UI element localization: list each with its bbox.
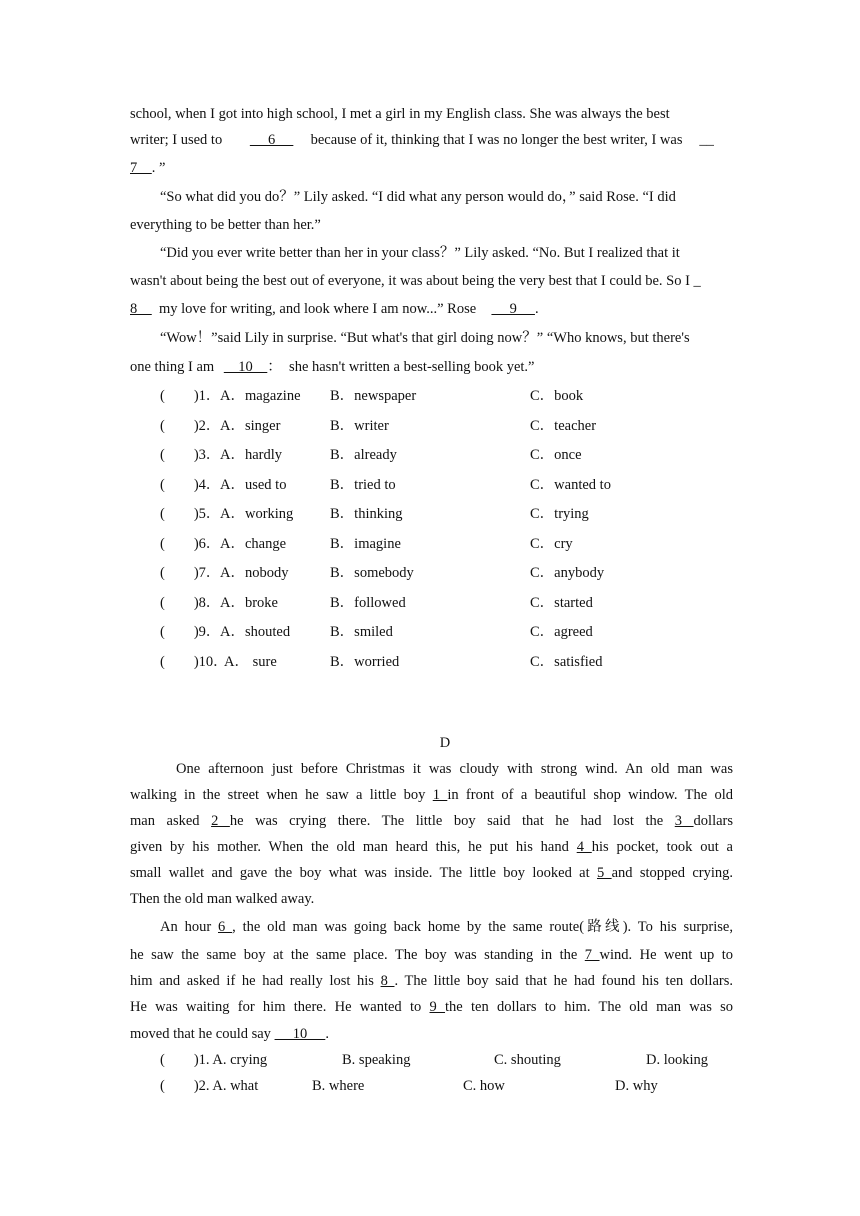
text: one thing I am xyxy=(130,359,218,375)
question-number: ( )9． xyxy=(160,624,221,640)
option-b[interactable]: B．imagine xyxy=(330,536,401,552)
question-row xyxy=(160,563,720,583)
text: man asked xyxy=(130,813,212,829)
option-c[interactable]: C．teacher xyxy=(530,418,597,434)
text: “Did you ever write better than her in your class？” Lily asked. “No. But I realized that it xyxy=(160,245,680,261)
question-row xyxy=(160,622,720,642)
option-d[interactable]: D. looking xyxy=(646,1052,709,1068)
text: dollars xyxy=(693,813,734,829)
option-c[interactable]: C．cry xyxy=(530,536,573,552)
blank-6[interactable]: 6 xyxy=(249,132,294,148)
question-row xyxy=(160,534,720,554)
option-c[interactable]: C．anybody xyxy=(530,565,605,581)
question-number: ( )2． xyxy=(160,418,221,434)
question-number: ( )10． xyxy=(160,654,228,670)
question-row xyxy=(160,593,720,613)
option-c[interactable]: C. how xyxy=(463,1078,505,1094)
option-b[interactable]: B. where xyxy=(312,1078,365,1094)
option-a[interactable]: A．working xyxy=(220,506,294,522)
blank-6[interactable]: 6 xyxy=(218,919,233,935)
blank-4[interactable]: 4 xyxy=(576,839,592,855)
text: . xyxy=(534,301,539,317)
passage-line xyxy=(160,917,733,937)
passage-line xyxy=(130,158,165,178)
text: he saw the same boy at the same place. The boy was standing in the xyxy=(130,947,585,963)
text: in front of a beautiful shop window. The old xyxy=(447,787,734,803)
text: wasn't about being the best out of everyone, it was about being the very best that I could be. So I _ xyxy=(130,273,701,289)
option-b[interactable]: B．writer xyxy=(330,418,389,434)
blank-8[interactable]: 8 xyxy=(130,301,152,317)
blank-7-end[interactable]: 7 xyxy=(130,160,152,176)
text: because of it, thinking that I was no longer the best writer, I was xyxy=(303,132,687,148)
option-a[interactable]: A．magazine xyxy=(220,388,301,404)
passage-line xyxy=(130,971,733,991)
blank-5[interactable]: 5 xyxy=(597,865,612,881)
option-b[interactable]: B．already xyxy=(330,447,397,463)
passage-line xyxy=(130,130,714,150)
question-number: ( )5． xyxy=(160,506,221,522)
blank-8[interactable]: 8 xyxy=(380,973,395,989)
passage-line xyxy=(130,837,733,857)
option-a[interactable]: A．singer xyxy=(220,418,281,434)
blank-9[interactable]: 9 xyxy=(429,999,446,1015)
blank-7[interactable]: 7 xyxy=(584,947,600,963)
text: An hour xyxy=(160,919,218,935)
text: . ” xyxy=(151,160,166,176)
text: “So what did you do？” Lily asked. “I did what any person would do，” said Rose. “I did xyxy=(160,189,676,205)
text: “Wow！”said Lily in surprise. “But what's that girl doing now？” “Who knows, but there's xyxy=(160,330,690,346)
question-number: ( )7． xyxy=(160,565,221,581)
section-heading xyxy=(0,733,860,753)
section-d-label: D xyxy=(439,735,451,751)
question-row xyxy=(160,416,720,436)
question-row xyxy=(160,1050,720,1070)
option-c[interactable]: C．trying xyxy=(530,506,589,522)
question-number: ( )8． xyxy=(160,595,221,611)
blank-10[interactable]: 10 xyxy=(274,1026,326,1042)
option-a[interactable]: A．shouted xyxy=(220,624,291,640)
text: One afternoon just before Christmas it was cloudy with strong wind. An old man was xyxy=(176,761,733,777)
text: walking in the street when he saw a little boy xyxy=(130,787,433,803)
text: my love for writing, and look where I am now...” Rose xyxy=(151,301,484,317)
passage-line xyxy=(130,299,539,319)
option-a[interactable]: A．change xyxy=(220,536,287,552)
blank-7-start[interactable]: __ xyxy=(692,132,714,148)
option-a[interactable]: A．hardly xyxy=(220,447,283,463)
option-c[interactable]: C．satisfied xyxy=(530,654,603,670)
blank-1[interactable]: 1 xyxy=(432,787,448,803)
option-c[interactable]: C．started xyxy=(530,595,593,611)
text: school, when I got into high school, I met a girl in my English class. She was always the best xyxy=(130,106,670,122)
option-c[interactable]: C．wanted to xyxy=(530,477,611,493)
passage-line xyxy=(160,243,680,263)
text: ： she hasn't written a best-selling book yet.” xyxy=(267,359,535,375)
passage-line xyxy=(160,328,690,348)
blank-2[interactable]: 2 xyxy=(211,813,230,829)
text: and stopped crying. xyxy=(611,865,734,881)
question-number: ( )6． xyxy=(160,536,221,552)
passage-line xyxy=(130,104,670,124)
text: he was crying there. The little boy said that he had lost the xyxy=(229,813,675,829)
option-a[interactable]: A．used to xyxy=(220,477,287,493)
question-number: ( )4． xyxy=(160,477,221,493)
passage-line xyxy=(130,357,534,377)
text: him and asked if he had really lost his xyxy=(130,973,381,989)
passage-line xyxy=(130,811,733,831)
option-c[interactable]: C．once xyxy=(530,447,582,463)
option-b[interactable]: B．followed xyxy=(330,595,406,611)
question-row xyxy=(160,445,720,465)
passage-line xyxy=(130,997,733,1017)
text: the ten dollars to him. The old man was so xyxy=(445,999,734,1015)
passage-line xyxy=(130,889,314,909)
option-a[interactable]: A． sure xyxy=(224,654,277,670)
text: small wallet and gave the boy what was inside. The little boy looked at xyxy=(130,865,597,881)
passage-line xyxy=(160,187,676,207)
question-row xyxy=(160,652,720,672)
question-number: ( )1． xyxy=(160,388,221,404)
option-a[interactable]: A．broke xyxy=(220,595,278,611)
passage-line xyxy=(130,271,701,291)
text: everything to be better than her.” xyxy=(130,217,321,233)
option-c[interactable]: C. shouting xyxy=(494,1052,561,1068)
option-b[interactable]: B．thinking xyxy=(330,506,403,522)
passage-line xyxy=(130,215,321,235)
text: wind. He went up to xyxy=(599,947,733,963)
text: given by his mother. When the old man heard this, he put his hand xyxy=(130,839,577,855)
question-row xyxy=(160,386,720,406)
text: moved that he could say xyxy=(130,1026,275,1042)
question-number-option-a[interactable]: ( )1. A. crying xyxy=(160,1052,268,1068)
option-b[interactable]: B．tried to xyxy=(330,477,396,493)
question-row xyxy=(160,1076,720,1096)
text: writer; I used to xyxy=(130,132,226,148)
option-b[interactable]: B．newspaper xyxy=(330,388,417,404)
question-row xyxy=(160,504,720,524)
text: . xyxy=(325,1026,329,1042)
text: , the old man was going back home by the same route(路线). To his surprise, xyxy=(232,919,733,935)
blank-10[interactable]: 10 xyxy=(223,359,268,375)
option-d[interactable]: D. why xyxy=(615,1078,658,1094)
option-b[interactable]: B．somebody xyxy=(330,565,414,581)
passage-line xyxy=(130,785,733,805)
text: . The little boy said that he had found his ten dollars. xyxy=(394,973,733,989)
passage-line xyxy=(130,759,733,779)
question-row xyxy=(160,475,720,495)
question-number-option-a[interactable]: ( )2. A. what xyxy=(160,1078,259,1094)
text: his pocket, took out a xyxy=(591,839,733,855)
option-c[interactable]: C．book xyxy=(530,388,584,404)
blank-3[interactable]: 3 xyxy=(674,813,694,829)
passage-line xyxy=(130,863,733,883)
passage-line xyxy=(130,1024,329,1044)
text: Then the old man walked away. xyxy=(130,891,315,907)
option-b[interactable]: B. speaking xyxy=(342,1052,411,1068)
question-number: ( )3． xyxy=(160,447,221,463)
blank-9[interactable]: 9 xyxy=(491,301,535,317)
option-b[interactable]: B．smiled xyxy=(330,624,393,640)
option-b[interactable]: B．worried xyxy=(330,654,400,670)
option-a[interactable]: A．nobody xyxy=(220,565,289,581)
text: He was waiting for him there. He wanted to xyxy=(130,999,430,1015)
passage-line xyxy=(130,945,733,965)
option-c[interactable]: C．agreed xyxy=(530,624,593,640)
